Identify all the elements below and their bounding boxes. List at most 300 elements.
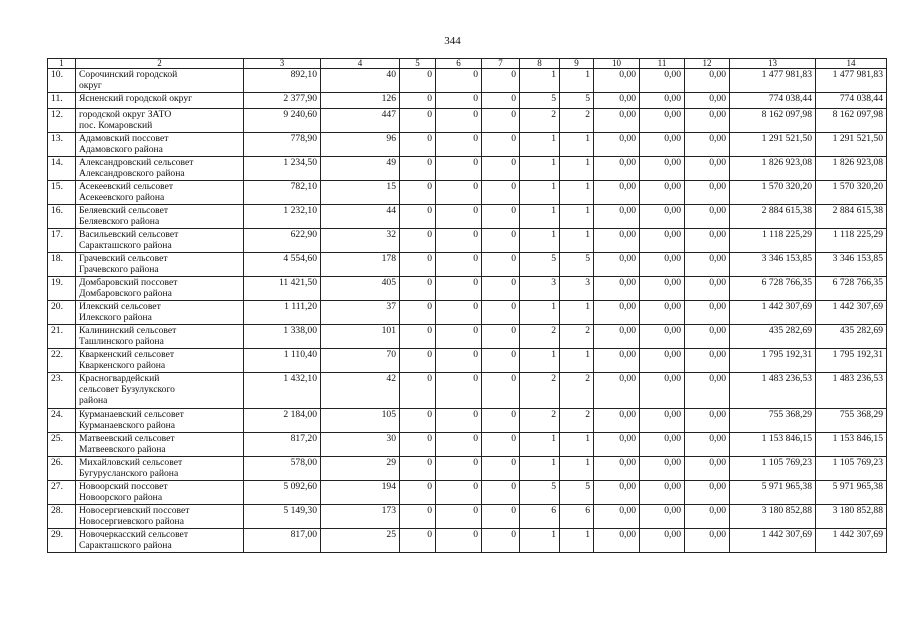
municipality-name [76, 253, 244, 277]
cell-col-9: 1 [560, 457, 594, 481]
cell-col-5: 0 [400, 529, 436, 553]
cell-col-7: 0 [482, 181, 520, 205]
cell-col-3: 778,90 [244, 133, 321, 157]
municipality-name-line: Асекеевского района [79, 192, 165, 203]
cell-col-14: 1 442 307,69 [816, 301, 887, 325]
municipality-name-line: Асекеевский сельсовет [79, 181, 174, 192]
cell-col-6: 0 [436, 457, 482, 481]
cell-col-14: 8 162 097,98 [816, 109, 887, 133]
municipality-name-line: Ташлинского района [79, 336, 164, 347]
table-row [48, 181, 887, 205]
table-row [48, 69, 887, 93]
cell-col-14: 1 291 521,50 [816, 133, 887, 157]
cell-col-5: 0 [400, 181, 436, 205]
cell-col-6: 0 [436, 325, 482, 349]
municipality-name-line: Красногвардейский [79, 373, 160, 384]
data-table [47, 58, 887, 553]
cell-col-6: 0 [436, 93, 482, 109]
cell-col-9: 5 [560, 93, 594, 109]
row-number: 28. [48, 505, 76, 529]
cell-col-13: 1 826 923,08 [730, 157, 816, 181]
cell-col-9: 1 [560, 181, 594, 205]
cell-col-6: 0 [436, 481, 482, 505]
table-header [48, 59, 887, 69]
cell-col-9: 2 [560, 373, 594, 409]
cell-col-4: 96 [321, 133, 400, 157]
cell-col-10: 0,00 [594, 109, 640, 133]
cell-col-13: 3 180 852,88 [730, 505, 816, 529]
row-number: 12. [48, 109, 76, 133]
municipality-name-line: Илекского района [79, 312, 152, 323]
cell-col-10: 0,00 [594, 301, 640, 325]
cell-col-4: 15 [321, 181, 400, 205]
cell-col-7: 0 [482, 529, 520, 553]
cell-col-10: 0,00 [594, 181, 640, 205]
cell-col-5: 0 [400, 457, 436, 481]
cell-col-13: 1 477 981,83 [730, 69, 816, 93]
row-number: 26. [48, 457, 76, 481]
cell-col-5: 0 [400, 93, 436, 109]
table-row [48, 373, 887, 409]
row-number: 27. [48, 481, 76, 505]
cell-col-8: 1 [520, 181, 560, 205]
municipality-name-line: Александровский сельсовет [79, 157, 194, 168]
row-number: 24. [48, 409, 76, 433]
cell-col-6: 0 [436, 433, 482, 457]
cell-col-10: 0,00 [594, 325, 640, 349]
municipality-name [76, 457, 244, 481]
cell-col-5: 0 [400, 349, 436, 373]
municipality-name-line: Сорочинский городской [79, 69, 178, 80]
cell-col-10: 0,00 [594, 277, 640, 301]
cell-col-10: 0,00 [594, 529, 640, 553]
cell-col-4: 405 [321, 277, 400, 301]
municipality-name [76, 481, 244, 505]
cell-col-3: 11 421,50 [244, 277, 321, 301]
municipality-name [76, 409, 244, 433]
cell-col-10: 0,00 [594, 69, 640, 93]
row-number: 23. [48, 373, 76, 409]
cell-col-11: 0,00 [640, 457, 685, 481]
cell-col-7: 0 [482, 133, 520, 157]
municipality-name-line: Кваркенского района [79, 360, 166, 371]
cell-col-14: 1 105 769,23 [816, 457, 887, 481]
cell-col-14: 1 477 981,83 [816, 69, 887, 93]
cell-col-11: 0,00 [640, 373, 685, 409]
cell-col-13: 1 118 225,29 [730, 229, 816, 253]
cell-col-12: 0,00 [685, 109, 730, 133]
cell-col-5: 0 [400, 109, 436, 133]
cell-col-7: 0 [482, 409, 520, 433]
cell-col-8: 3 [520, 277, 560, 301]
row-number: 17. [48, 229, 76, 253]
cell-col-5: 0 [400, 325, 436, 349]
municipality-name [76, 205, 244, 229]
municipality-name-line: Новочеркасский сельсовет [79, 529, 189, 540]
cell-col-7: 0 [482, 93, 520, 109]
cell-col-12: 0,00 [685, 481, 730, 505]
column-header-5: 5 [400, 59, 436, 69]
column-header-9: 9 [560, 59, 594, 69]
cell-col-14: 1 153 846,15 [816, 433, 887, 457]
municipality-name-line: Матвеевского района [79, 444, 166, 455]
cell-col-10: 0,00 [594, 433, 640, 457]
table-row [48, 529, 887, 553]
cell-col-3: 578,00 [244, 457, 321, 481]
cell-col-14: 3 180 852,88 [816, 505, 887, 529]
cell-col-8: 1 [520, 133, 560, 157]
column-header-12: 12 [685, 59, 730, 69]
municipality-name [76, 373, 244, 409]
cell-col-9: 3 [560, 277, 594, 301]
cell-col-3: 4 554,60 [244, 253, 321, 277]
cell-col-8: 1 [520, 69, 560, 93]
cell-col-11: 0,00 [640, 505, 685, 529]
municipality-name-line: Домбаровского района [79, 288, 172, 299]
cell-col-14: 5 971 965,38 [816, 481, 887, 505]
municipality-name [76, 349, 244, 373]
cell-col-7: 0 [482, 433, 520, 457]
cell-col-6: 0 [436, 349, 482, 373]
cell-col-9: 1 [560, 205, 594, 229]
cell-col-8: 5 [520, 93, 560, 109]
row-number: 15. [48, 181, 76, 205]
table-row [48, 93, 887, 109]
cell-col-11: 0,00 [640, 409, 685, 433]
cell-col-9: 1 [560, 157, 594, 181]
municipality-name-line: Грачевского района [79, 264, 159, 275]
municipality-name-line: Новоорского района [79, 492, 163, 503]
table-row [48, 205, 887, 229]
cell-col-4: 105 [321, 409, 400, 433]
cell-col-4: 42 [321, 373, 400, 409]
cell-col-14: 3 346 153,85 [816, 253, 887, 277]
cell-col-11: 0,00 [640, 181, 685, 205]
cell-col-13: 8 162 097,98 [730, 109, 816, 133]
municipality-name [76, 505, 244, 529]
row-number: 29. [48, 529, 76, 553]
column-header-4: 4 [321, 59, 400, 69]
cell-col-13: 1 483 236,53 [730, 373, 816, 409]
table-row [48, 109, 887, 133]
cell-col-5: 0 [400, 373, 436, 409]
municipality-name-line: Домбаровский поссовет [79, 277, 178, 288]
cell-col-8: 5 [520, 253, 560, 277]
cell-col-12: 0,00 [685, 181, 730, 205]
cell-col-13: 1 105 769,23 [730, 457, 816, 481]
cell-col-5: 0 [400, 481, 436, 505]
municipality-name-line: Курманаевского района [79, 420, 176, 431]
cell-col-4: 49 [321, 157, 400, 181]
column-header-8: 8 [520, 59, 560, 69]
municipality-name-line: округ [79, 80, 102, 91]
row-number: 16. [48, 205, 76, 229]
cell-col-3: 1 111,20 [244, 301, 321, 325]
cell-col-11: 0,00 [640, 529, 685, 553]
cell-col-3: 782,10 [244, 181, 321, 205]
cell-col-9: 6 [560, 505, 594, 529]
cell-col-7: 0 [482, 349, 520, 373]
cell-col-5: 0 [400, 301, 436, 325]
cell-col-13: 1 570 320,20 [730, 181, 816, 205]
cell-col-8: 1 [520, 301, 560, 325]
cell-col-6: 0 [436, 69, 482, 93]
cell-col-11: 0,00 [640, 253, 685, 277]
table-row [48, 229, 887, 253]
table-body [48, 69, 887, 553]
cell-col-11: 0,00 [640, 349, 685, 373]
cell-col-3: 5 092,60 [244, 481, 321, 505]
municipality-name-line: сельсовет Бузулукского [79, 384, 175, 395]
cell-col-10: 0,00 [594, 253, 640, 277]
cell-col-12: 0,00 [685, 373, 730, 409]
column-header-6: 6 [436, 59, 482, 69]
cell-col-7: 0 [482, 109, 520, 133]
cell-col-13: 3 346 153,85 [730, 253, 816, 277]
cell-col-5: 0 [400, 133, 436, 157]
page-number: 344 [444, 35, 461, 47]
cell-col-3: 892,10 [244, 69, 321, 93]
cell-col-8: 2 [520, 109, 560, 133]
cell-col-8: 1 [520, 157, 560, 181]
municipality-name-line: Адамовский поссовет [79, 133, 169, 144]
cell-col-11: 0,00 [640, 133, 685, 157]
cell-col-12: 0,00 [685, 133, 730, 157]
cell-col-8: 5 [520, 481, 560, 505]
row-number: 14. [48, 157, 76, 181]
cell-col-14: 2 884 615,38 [816, 205, 887, 229]
cell-col-4: 447 [321, 109, 400, 133]
cell-col-8: 2 [520, 409, 560, 433]
cell-col-5: 0 [400, 229, 436, 253]
cell-col-6: 0 [436, 157, 482, 181]
cell-col-7: 0 [482, 253, 520, 277]
row-number: 18. [48, 253, 76, 277]
cell-col-6: 0 [436, 301, 482, 325]
cell-col-5: 0 [400, 505, 436, 529]
cell-col-6: 0 [436, 229, 482, 253]
cell-col-7: 0 [482, 157, 520, 181]
cell-col-3: 5 149,30 [244, 505, 321, 529]
cell-col-10: 0,00 [594, 205, 640, 229]
cell-col-9: 2 [560, 325, 594, 349]
cell-col-12: 0,00 [685, 349, 730, 373]
municipality-name-line: Саракташского района [79, 540, 172, 551]
cell-col-4: 32 [321, 229, 400, 253]
cell-col-8: 2 [520, 373, 560, 409]
cell-col-13: 1 153 846,15 [730, 433, 816, 457]
row-number: 11. [48, 93, 76, 109]
cell-col-7: 0 [482, 373, 520, 409]
cell-col-11: 0,00 [640, 109, 685, 133]
cell-col-3: 1 234,50 [244, 157, 321, 181]
row-number: 20. [48, 301, 76, 325]
cell-col-12: 0,00 [685, 157, 730, 181]
cell-col-5: 0 [400, 205, 436, 229]
cell-col-14: 1 483 236,53 [816, 373, 887, 409]
cell-col-8: 1 [520, 529, 560, 553]
cell-col-10: 0,00 [594, 373, 640, 409]
cell-col-12: 0,00 [685, 409, 730, 433]
column-header-13: 13 [730, 59, 816, 69]
cell-col-6: 0 [436, 505, 482, 529]
cell-col-5: 0 [400, 433, 436, 457]
municipality-name-line: Беляевского района [79, 216, 160, 227]
cell-col-4: 44 [321, 205, 400, 229]
cell-col-9: 1 [560, 301, 594, 325]
cell-col-7: 0 [482, 301, 520, 325]
cell-col-4: 178 [321, 253, 400, 277]
municipality-name-line: Васильевский сельсовет [79, 229, 179, 240]
cell-col-12: 0,00 [685, 69, 730, 93]
cell-col-11: 0,00 [640, 301, 685, 325]
cell-col-12: 0,00 [685, 229, 730, 253]
cell-col-4: 101 [321, 325, 400, 349]
column-header-7: 7 [482, 59, 520, 69]
cell-col-8: 1 [520, 433, 560, 457]
cell-col-14: 6 728 766,35 [816, 277, 887, 301]
cell-col-7: 0 [482, 481, 520, 505]
cell-col-11: 0,00 [640, 229, 685, 253]
cell-col-3: 2 377,90 [244, 93, 321, 109]
cell-col-11: 0,00 [640, 277, 685, 301]
table-row [48, 301, 887, 325]
cell-col-13: 1 291 521,50 [730, 133, 816, 157]
cell-col-9: 1 [560, 349, 594, 373]
cell-col-6: 0 [436, 205, 482, 229]
cell-col-13: 6 728 766,35 [730, 277, 816, 301]
cell-col-10: 0,00 [594, 157, 640, 181]
cell-col-3: 1 232,10 [244, 205, 321, 229]
cell-col-3: 2 184,00 [244, 409, 321, 433]
cell-col-10: 0,00 [594, 481, 640, 505]
table-row [48, 433, 887, 457]
table-row [48, 481, 887, 505]
cell-col-6: 0 [436, 253, 482, 277]
cell-col-5: 0 [400, 253, 436, 277]
municipality-name-line: района [79, 395, 108, 406]
municipality-name-line: пос. Комаровский [79, 120, 153, 131]
cell-col-14: 1 795 192,31 [816, 349, 887, 373]
cell-col-4: 25 [321, 529, 400, 553]
cell-col-10: 0,00 [594, 505, 640, 529]
municipality-name-line: Бугурусланского района [79, 468, 179, 479]
cell-col-11: 0,00 [640, 157, 685, 181]
municipality-name-line: Калининский сельсовет [79, 325, 177, 336]
cell-col-6: 0 [436, 373, 482, 409]
cell-col-12: 0,00 [685, 529, 730, 553]
cell-col-4: 40 [321, 69, 400, 93]
cell-col-12: 0,00 [685, 205, 730, 229]
cell-col-8: 1 [520, 205, 560, 229]
municipality-name-line: Ясненский городской округ [79, 93, 193, 104]
cell-col-14: 1 826 923,08 [816, 157, 887, 181]
cell-col-12: 0,00 [685, 277, 730, 301]
municipality-name [76, 325, 244, 349]
cell-col-5: 0 [400, 69, 436, 93]
cell-col-10: 0,00 [594, 409, 640, 433]
cell-col-11: 0,00 [640, 205, 685, 229]
column-header-14: 14 [816, 59, 887, 69]
table-row [48, 253, 887, 277]
municipality-name [76, 93, 244, 109]
cell-col-3: 817,00 [244, 529, 321, 553]
cell-col-10: 0,00 [594, 349, 640, 373]
cell-col-3: 1 338,00 [244, 325, 321, 349]
row-number: 13. [48, 133, 76, 157]
cell-col-12: 0,00 [685, 325, 730, 349]
cell-col-6: 0 [436, 277, 482, 301]
municipality-name [76, 109, 244, 133]
municipality-name-line: Михайловский сельсовет [79, 457, 183, 468]
cell-col-7: 0 [482, 205, 520, 229]
cell-col-9: 1 [560, 433, 594, 457]
cell-col-9: 1 [560, 529, 594, 553]
column-header-10: 10 [594, 59, 640, 69]
municipality-name [76, 229, 244, 253]
cell-col-7: 0 [482, 325, 520, 349]
municipality-name [76, 529, 244, 553]
cell-col-4: 126 [321, 93, 400, 109]
cell-col-6: 0 [436, 133, 482, 157]
table-row [48, 133, 887, 157]
cell-col-14: 1 442 307,69 [816, 529, 887, 553]
municipality-name [76, 277, 244, 301]
cell-col-14: 1 570 320,20 [816, 181, 887, 205]
municipality-name-line: Курманаевский сельсовет [79, 409, 184, 420]
cell-col-9: 5 [560, 253, 594, 277]
row-number: 21. [48, 325, 76, 349]
cell-col-13: 1 795 192,31 [730, 349, 816, 373]
municipality-name [76, 301, 244, 325]
cell-col-4: 173 [321, 505, 400, 529]
cell-col-3: 1 432,10 [244, 373, 321, 409]
cell-col-9: 2 [560, 109, 594, 133]
cell-col-7: 0 [482, 457, 520, 481]
cell-col-9: 1 [560, 69, 594, 93]
cell-col-10: 0,00 [594, 93, 640, 109]
column-header-1: 1 [48, 59, 76, 69]
cell-col-7: 0 [482, 69, 520, 93]
municipality-name-line: Матвеевский сельсовет [79, 433, 175, 444]
column-header-3: 3 [244, 59, 321, 69]
cell-col-4: 30 [321, 433, 400, 457]
row-number: 19. [48, 277, 76, 301]
cell-col-3: 9 240,60 [244, 109, 321, 133]
cell-col-3: 817,20 [244, 433, 321, 457]
municipality-name-line: Саракташского района [79, 240, 172, 251]
cell-col-8: 1 [520, 229, 560, 253]
municipality-name-line: Грачевский сельсовет [79, 253, 168, 264]
cell-col-11: 0,00 [640, 93, 685, 109]
cell-col-11: 0,00 [640, 481, 685, 505]
cell-col-11: 0,00 [640, 433, 685, 457]
cell-col-8: 6 [520, 505, 560, 529]
cell-col-6: 0 [436, 529, 482, 553]
cell-col-13: 1 442 307,69 [730, 301, 816, 325]
cell-col-8: 2 [520, 325, 560, 349]
table-row [48, 505, 887, 529]
cell-col-12: 0,00 [685, 433, 730, 457]
cell-col-14: 435 282,69 [816, 325, 887, 349]
table-row [48, 457, 887, 481]
municipality-name-line: городской округ ЗАТО [79, 109, 172, 120]
cell-col-4: 70 [321, 349, 400, 373]
cell-col-13: 435 282,69 [730, 325, 816, 349]
column-header-11: 11 [640, 59, 685, 69]
table-row [48, 409, 887, 433]
row-number: 22. [48, 349, 76, 373]
